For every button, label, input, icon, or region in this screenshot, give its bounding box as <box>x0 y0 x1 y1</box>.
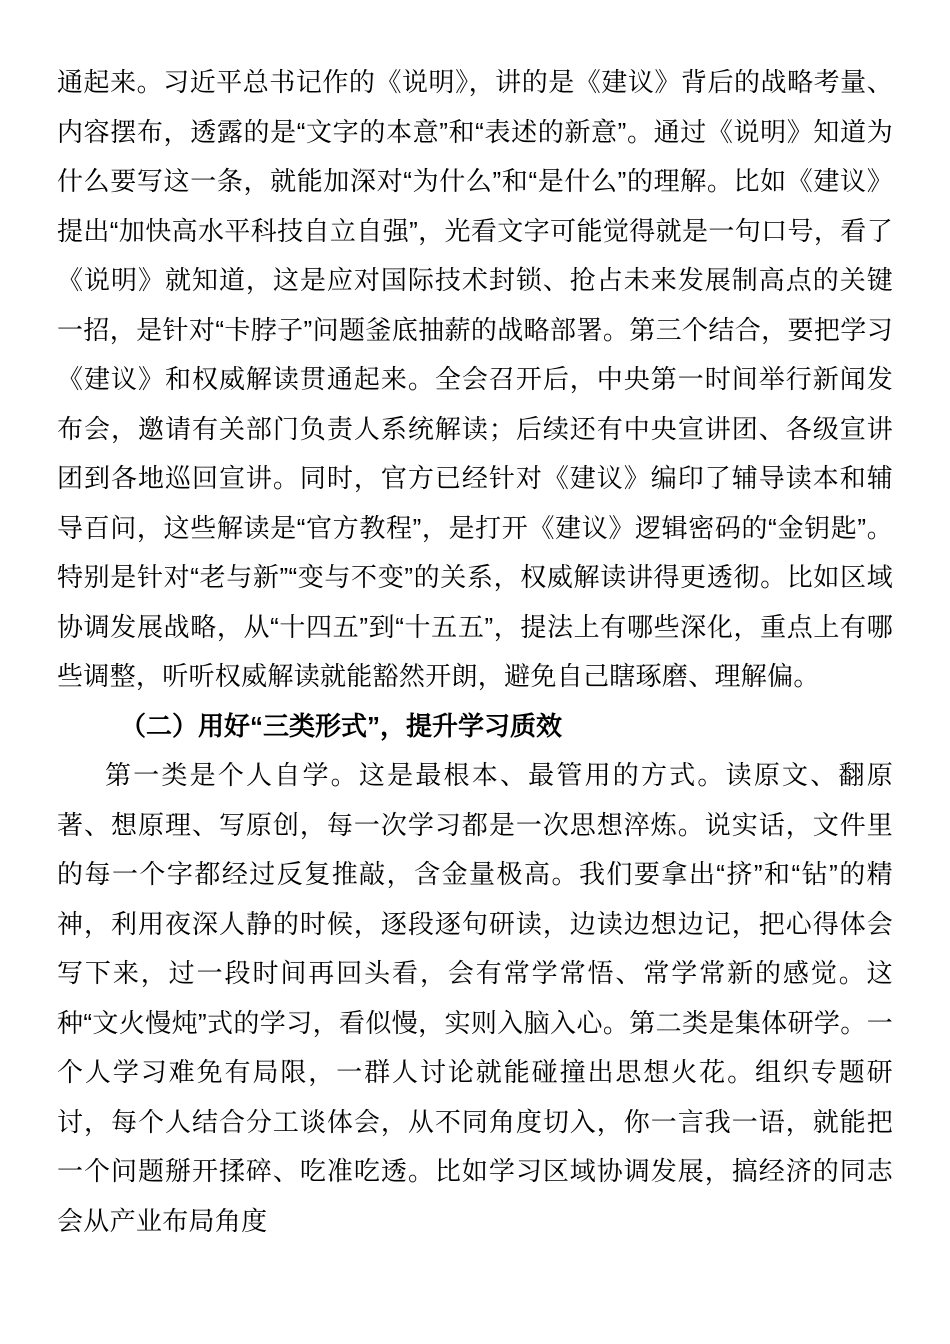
section-heading: （二）用好“三类形式”，提升学习质效 <box>120 710 563 741</box>
paragraph-body: 第一类是个人自学。这是最根本、最管用的方式。读原文、翻原著、想原理、写原创，每一次学习都是一次思想淬炼。说实话，文件里的每一个字都经过反复推敲，含金量极高。我们要拿出“挤”和“钻”的精神，利用夜深人静的时候，逐段逐句研读，边读边想边记，把心得体会写下来，过一段时间再回头看，会有常学常悟、常学常新的感觉。这种“文火慢炖”式的学习，看似慢，实则入脑入心。第二类是集体研学。一个人学习难免有局限，一群人讨论就能碰撞出思想火花。组织专题研讨，每个人结合分工谈体会，从不同角度切入，你一言我一语，就能把一个问题掰开揉碎、吃准吃透。比如学习区域协调发展，搞经济的同志会从产业布局角度 <box>57 760 893 1236</box>
paragraph-continuation: 通起来。习近平总书记作的《说明》，讲的是《建议》背后的战略考量、内容摆布，透露的是“文字的本意”和“表述的新意”。通过《说明》知道为什么要写这一条，就能加深对“为什么”和“是什么”的理解。比如《建议》提出“加快高水平科技自立自强”，光看文字可能觉得就是一句口号，看了《说明》就知道，这是应对国际技术封锁、抢占未来发展制高点的关键一招，是针对“卡脖子”问题釜底抽薪的战略部署。第三个结合，要把学习《建议》和权威解读贯通起来。全会召开后，中央第一时间举行新闻发布会，邀请有关部门负责人系统解读；后续还有中央宣讲团、各级宣讲团到各地巡回宣讲。同时，官方已经针对《建议》编印了辅导读本和辅导百问，这些解读是“官方教程”，是打开《建议》逻辑密码的“金钥匙”。特别是针对“老与新”“变与不变”的关系，权威解读讲得更透彻。比如区域协调发展战略，从“十四五”到“十五五”，提法上有哪些深化，重点上有哪些调整，听听权威解读就能豁然开朗，避免自己瞎琢磨、理解偏。 <box>57 67 893 691</box>
